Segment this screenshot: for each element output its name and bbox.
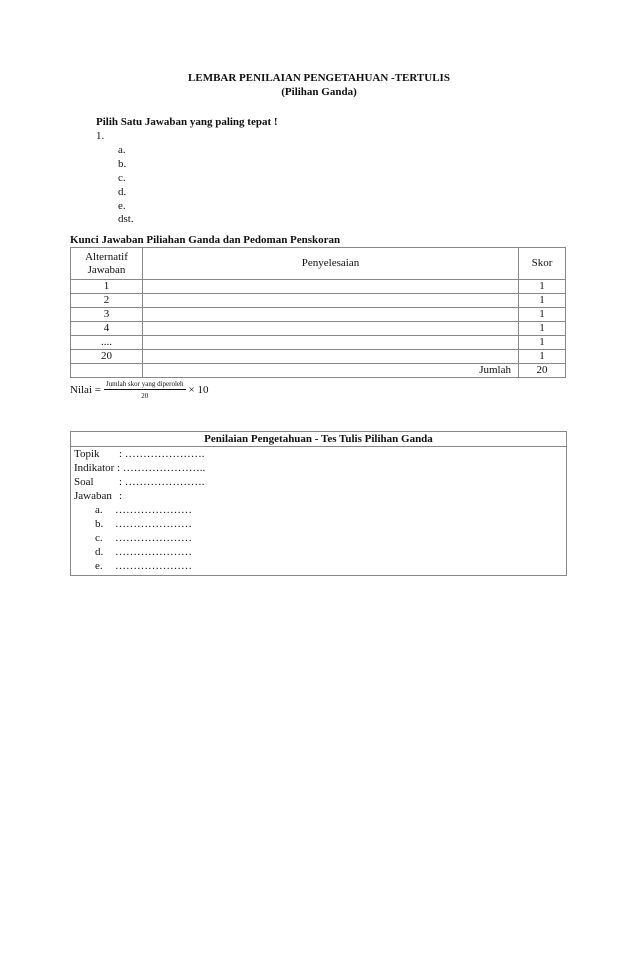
jawaban-colon: : <box>119 490 123 502</box>
table-total-row <box>71 364 566 378</box>
instruction-label: Pilih Satu Jawaban yang paling tepat ! <box>96 116 278 128</box>
assessment-box-title: Penilaian Pengetahuan - Tes Tulis Pilihan Ganda <box>71 432 566 447</box>
answer-option-letter: a. <box>95 504 103 516</box>
formula-numerator: Jumlah skor yang diperoleh <box>105 380 184 388</box>
table-row <box>71 336 566 350</box>
row-alt: 20 <box>71 350 143 364</box>
row-score: 1 <box>519 308 566 322</box>
row-score: 1 <box>519 336 566 350</box>
indikator-value: : ………………….. <box>117 462 206 474</box>
row-solution <box>143 336 519 350</box>
answer-option-dots: ………………… <box>115 504 192 516</box>
row-score: 1 <box>519 280 566 294</box>
table-row <box>71 322 566 336</box>
row-solution <box>143 280 519 294</box>
answer-option-dots: ………………… <box>115 518 192 530</box>
table-row <box>71 280 566 294</box>
page-title: LEMBAR PENILAIAN PENGETAHUAN -TERTULIS <box>188 72 450 84</box>
answer-option-letter: b. <box>95 518 104 530</box>
table-row <box>71 308 566 322</box>
header-alternatif <box>71 248 143 280</box>
row-score: 1 <box>519 350 566 364</box>
formula-multiplier: × 10 <box>188 384 209 396</box>
total-label: Jumlah <box>143 364 519 378</box>
row-solution <box>143 350 519 364</box>
header-alternatif-line2: Jawaban <box>87 263 126 276</box>
option-c: c. <box>118 172 126 184</box>
table-header-row <box>71 248 566 280</box>
answer-option-letter: c. <box>95 532 103 544</box>
answer-option-dots: ………………… <box>115 560 192 572</box>
assessment-box <box>70 431 567 576</box>
answer-option-letter: e. <box>95 560 103 572</box>
header-skor: Skor <box>519 248 566 280</box>
page-subtitle: (Pilihan Ganda) <box>281 86 357 98</box>
score-formula <box>70 379 209 402</box>
answer-option-letter: d. <box>95 546 104 558</box>
answer-option-dots: ………………… <box>115 532 192 544</box>
formula-lhs: Nilai = <box>70 384 101 396</box>
soal-label: Soal <box>74 476 94 488</box>
row-alt: 1 <box>71 280 143 294</box>
answer-key-table <box>70 247 566 378</box>
option-a: a. <box>118 144 126 156</box>
table-row <box>71 350 566 364</box>
answer-key-title: Kunci Jawaban Piliahan Ganda dan Pedoman Penskoran <box>70 234 341 246</box>
row-solution <box>143 322 519 336</box>
jawaban-label: Jawaban <box>74 490 112 502</box>
formula-denominator: 20 <box>141 392 149 400</box>
option-e: e. <box>118 200 126 212</box>
topik-value: : …………………. <box>119 448 205 460</box>
header-penyelesaian: Penyelesaian <box>143 248 519 280</box>
table-row <box>71 294 566 308</box>
indikator-label: Indikator <box>74 462 115 474</box>
row-solution <box>143 294 519 308</box>
soal-value: : …………………. <box>119 476 205 488</box>
total-value: 20 <box>519 364 566 378</box>
formula-fraction <box>104 379 186 402</box>
row-score: 1 <box>519 322 566 336</box>
total-empty-cell <box>71 364 143 378</box>
row-solution <box>143 308 519 322</box>
answer-option-dots: ………………… <box>115 546 192 558</box>
option-d: d. <box>118 186 127 198</box>
row-alt: .... <box>71 336 143 350</box>
row-alt: 4 <box>71 322 143 336</box>
option-etc: dst. <box>118 213 134 225</box>
question-number: 1. <box>96 130 105 142</box>
row-alt: 3 <box>71 308 143 322</box>
header-alternatif-line1: Alternatif <box>85 250 128 263</box>
row-alt: 2 <box>71 294 143 308</box>
row-score: 1 <box>519 294 566 308</box>
topik-label: Topik <box>74 448 100 460</box>
option-b: b. <box>118 158 127 170</box>
